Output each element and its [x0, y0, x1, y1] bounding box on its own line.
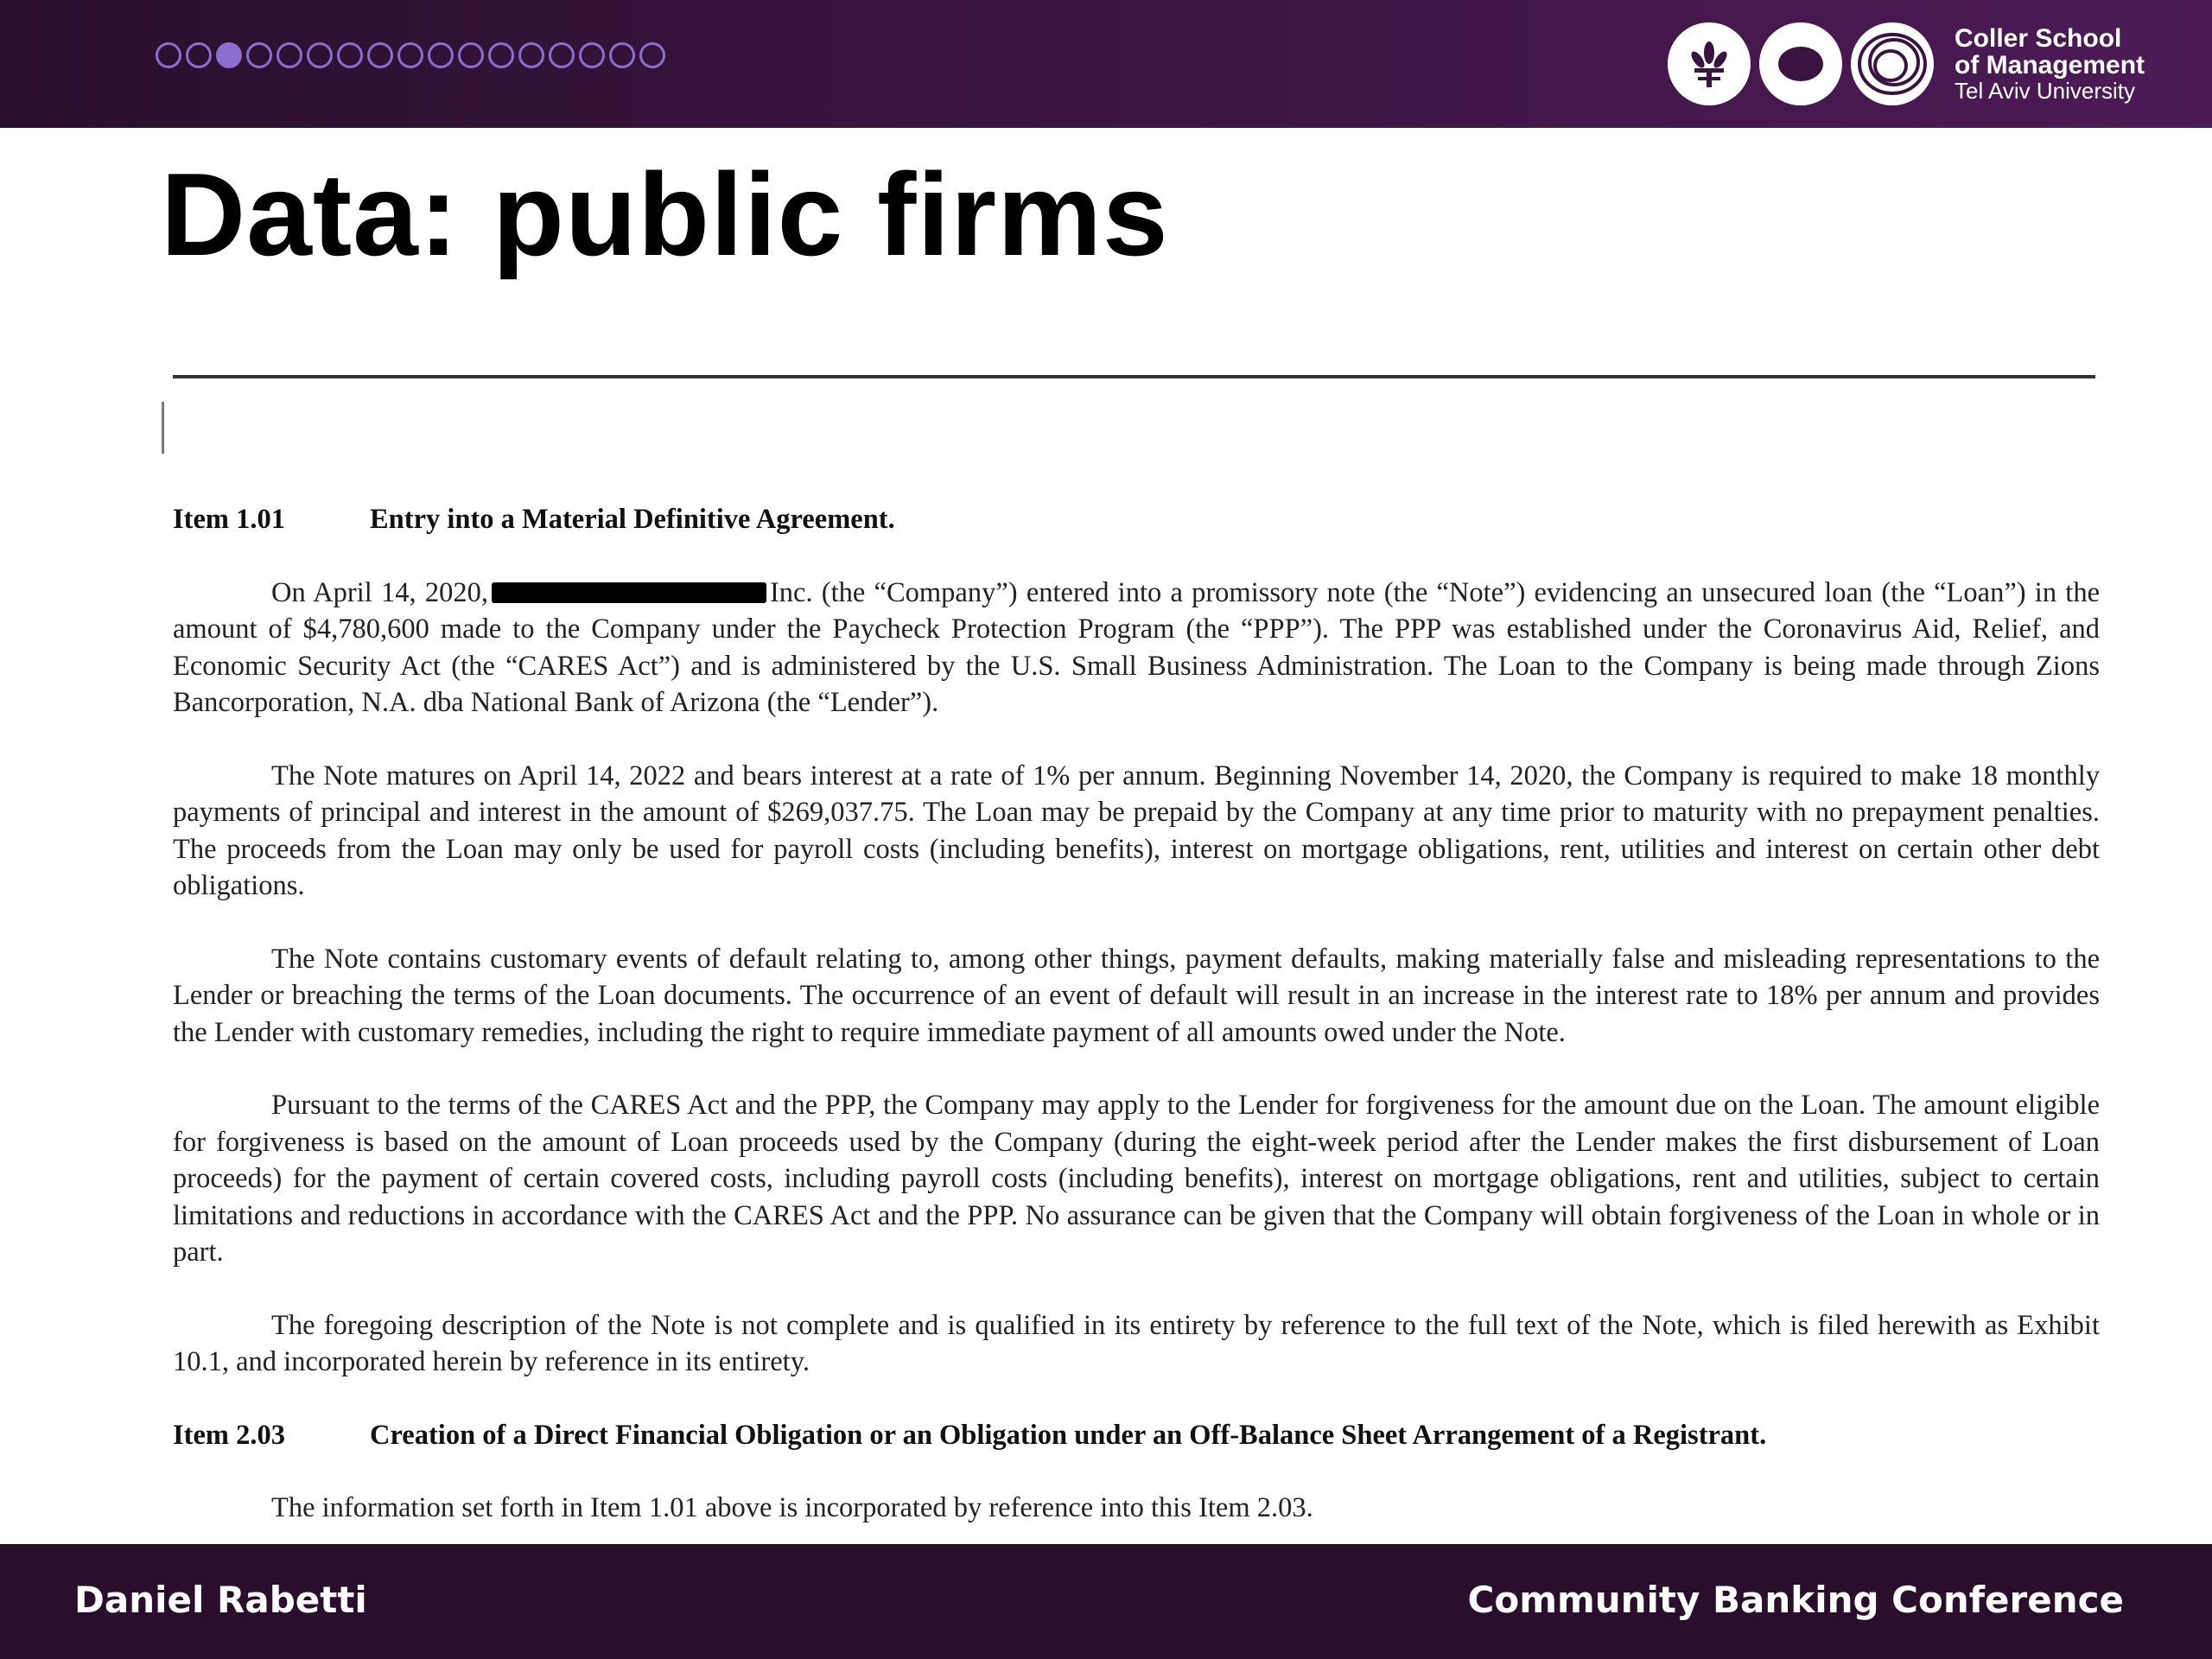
- paragraph: The information set forth in Item 1.01 above is incorporated by reference into this Item 2.03.: [271, 1492, 1313, 1523]
- progress-dot: [609, 42, 635, 68]
- logo-line-2: of Management: [1955, 51, 2145, 80]
- item-heading: [173, 501, 2100, 538]
- item-title: Creation of a Direct Financial Obligation or an Obligation under an Off-Balance Sheet Arrangement of a Registrant.: [370, 1419, 1767, 1451]
- progress-dot-current: [216, 42, 242, 68]
- progress-dot: [488, 42, 514, 68]
- progress-dot: [156, 42, 181, 68]
- progress-dot: [367, 42, 393, 68]
- progress-dot: [186, 42, 212, 68]
- slide-progress-dots: [156, 42, 670, 77]
- text-cursor: [162, 402, 164, 454]
- paragraph: Pursuant to the terms of the CARES Act and the PPP, the Company may apply to the Lender for forgiveness for the amount due on the Loan. The amount eligible for forgiveness is based on the amount of Loan proceeds used by the Company (during the eight-week period after the Lender makes the first disbursement of Loan proceeds) for the payment of certain covered costs, including payroll costs (including benefits), interest on mortgage obligations, rent and utilities, subject to certain limitations and reductions in accordance with the CARES Act and the PPP. No assurance can be given that the Company will obtain forgiveness of the Loan in whole or in part.: [173, 1090, 2100, 1268]
- progress-dot: [549, 42, 575, 68]
- conference-name: Community Banking Conference: [1467, 1579, 2124, 1621]
- progress-dot: [579, 42, 605, 68]
- document-divider: [173, 375, 2095, 378]
- progress-dot: [458, 42, 484, 68]
- progress-dot: [428, 42, 454, 68]
- progress-dot: [397, 42, 423, 68]
- item-title: Entry into a Material Definitive Agreement.: [370, 504, 895, 535]
- logo-line-1: Coller School: [1955, 23, 2122, 53]
- logo-wordmark: [1955, 25, 2145, 103]
- progress-dot: [246, 42, 272, 68]
- paragraph: The foregoing description of the Note is not complete and is qualified in its entirety by reference to the full text of the Note, which is filed herewith as Exhibit 10.1, and incorporated herein by reference in its entirety.: [173, 1309, 2100, 1377]
- presenter-name: Daniel Rabetti: [74, 1579, 367, 1621]
- ring-icon: [1759, 22, 1842, 105]
- logo-line-3: Tel Aviv University: [1955, 77, 2136, 104]
- slide-title: Data: public firms: [161, 149, 1169, 280]
- item-number: Item 2.03: [173, 1419, 285, 1451]
- school-logo: [1668, 22, 2145, 105]
- progress-dot: [639, 42, 665, 68]
- progress-dot: [518, 42, 544, 68]
- paragraph: [173, 575, 2100, 721]
- footer-bar: [0, 1544, 2212, 1659]
- header-bar: [0, 0, 2212, 128]
- paragraph: The Note matures on April 14, 2022 and bears interest at a rate of 1% per annum. Beginning November 14, 2020, the Company is required to make 18 monthly payments of principal and interest in the amount of $269,037.75. The Loan may be prepaid by the Company at any time prior to maturity with no prepayment penalties. The proceeds from the Loan may only be used for payroll costs (including benefits), interest on mortgage obligations, rent, utilities and interest on certain other debt obligations.: [173, 760, 2100, 901]
- item-heading: [173, 1417, 2100, 1454]
- document-excerpt: [173, 501, 2100, 1527]
- progress-dot: [307, 42, 333, 68]
- progress-dot: [276, 42, 302, 68]
- paragraph: The Note contains customary events of default relating to, among other things, payment defaults, making materially false and misleading representations to the Lender or breaching the terms of the Loan documents. The occurrence of an event of default will result in an increase in the interest rate to 18% per annum and provides the Lender with customary remedies, including the right to require immediate payment of all amounts owed under the Note.: [173, 943, 2100, 1048]
- paragraph-text: On April 14, 2020,: [271, 576, 488, 608]
- redaction-bar: [492, 582, 766, 603]
- emblem-icon: [1668, 22, 1751, 105]
- progress-dot: [337, 42, 363, 68]
- paragraph-text: Inc. (the “Company”) entered into a promissory note (the “Note”) evidencing an unsecured loan (the “Loan”) in the amount of $4,780,600 made to the Company under the Paycheck Protection Program (the “PPP”). The PPP was established under the Coronavirus Aid, Relief, and Economic Security Act (the “CARES Act”) and is administered by the U.S. Small Business Administration. The Loan to the Company is being made through Zions Bancorporation, N.A. dba National Bank of Arizona (the “Lender”).: [173, 576, 2101, 718]
- item-number: Item 1.01: [173, 504, 285, 535]
- concentric-rings-icon: [1851, 22, 1934, 105]
